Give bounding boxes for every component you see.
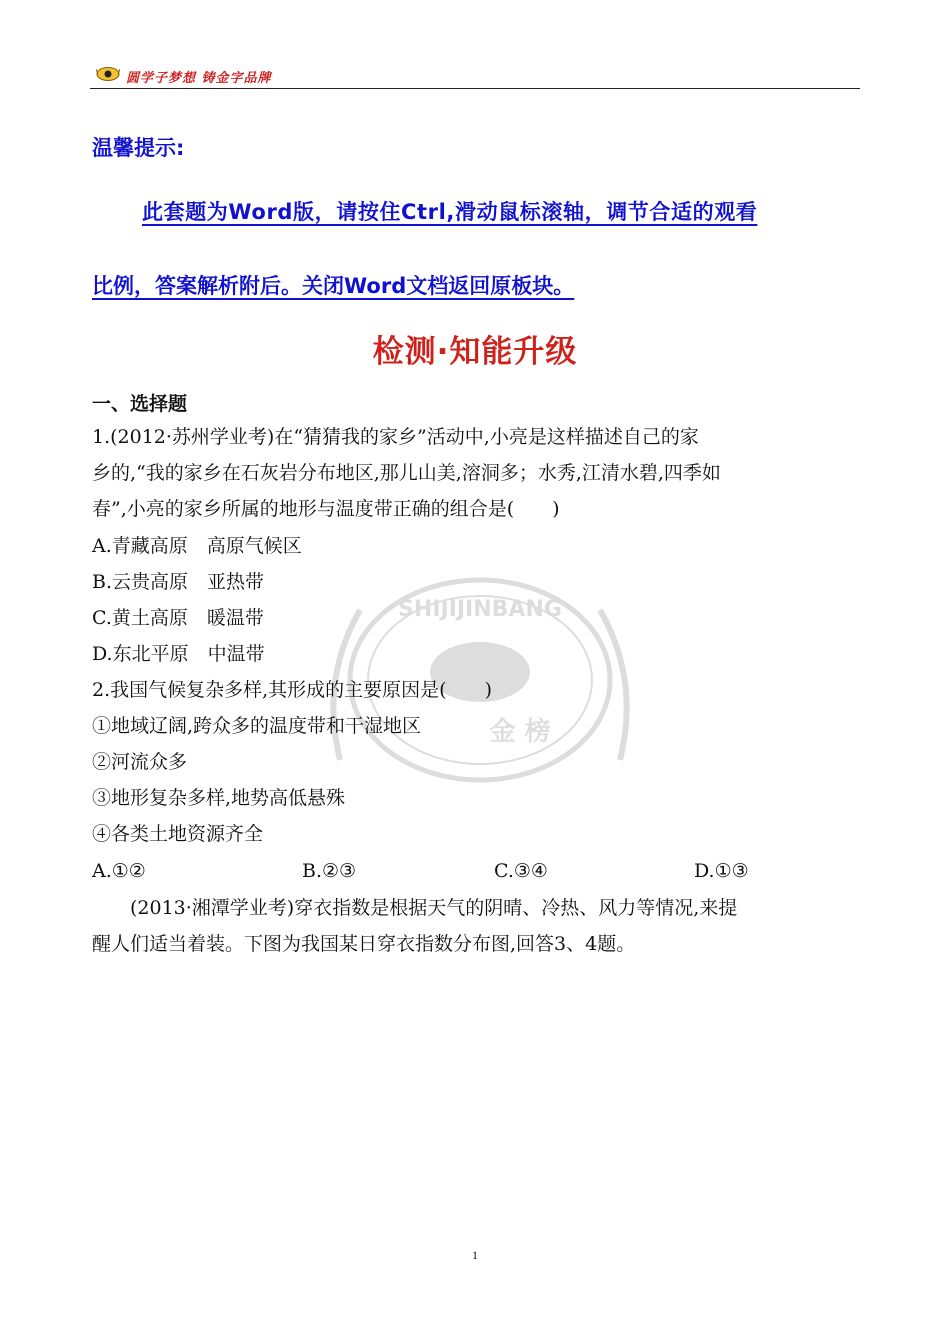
q1-option-c: C.黄土高原 暖温带 xyxy=(92,607,264,629)
q1-line-1: 1.(2012·苏州学业考)在“猜猜我的家乡”活动中,小亮是这样描述自己的家 xyxy=(92,426,699,448)
q2-item-4: ④各类土地资源齐全 xyxy=(92,823,264,845)
q1-option-b: B.云贵高原 亚热带 xyxy=(92,571,265,593)
q2-option-a: A.①② xyxy=(92,860,146,882)
logo-icon xyxy=(96,66,120,82)
page-header xyxy=(90,62,860,89)
passage-line-2: 醒人们适当着装。下图为我国某日穿衣指数分布图,回答3、4题。 xyxy=(92,933,636,955)
q1-option-d: D.东北平原 中温带 xyxy=(92,643,265,665)
section-title: 检测·知能升级 xyxy=(372,334,578,370)
q2-option-b: B.②③ xyxy=(302,860,357,882)
q2-option-c: C.③④ xyxy=(494,860,548,882)
watermark-cn: 金 榜 xyxy=(489,717,551,747)
q1-line-3: 春”,小亮的家乡所属的地形与温度带正确的组合是( ) xyxy=(92,498,560,520)
passage-line-1: (2013·湘潭学业考)穿衣指数是根据天气的阴晴、冷热、风力等情况,来提 xyxy=(130,897,738,919)
header-slogan: 圆学子梦想 铸金字品牌 xyxy=(126,71,272,86)
tip-link-line-1[interactable]: 此套题为Word版，请按住Ctrl,滑动鼠标滚轴，调节合适的观看 xyxy=(142,200,758,224)
tip-link-line-2[interactable]: 比例，答案解析附后。关闭Word文档返回原板块。 xyxy=(92,274,575,298)
tip-title: 温馨提示: xyxy=(92,136,185,160)
q1-line-2: 乡的,“我的家乡在石灰岩分布地区,那儿山美,溶洞多；水秀,江清水碧,四季如 xyxy=(92,462,721,484)
q2-option-d: D.①③ xyxy=(694,860,749,882)
page-number: 1 xyxy=(472,1248,478,1262)
part-title: 一、选择题 xyxy=(92,393,188,415)
q2-stem: 2.我国气候复杂多样,其形成的主要原因是( ) xyxy=(92,679,492,701)
q2-item-3: ③地形复杂多样,地势高低悬殊 xyxy=(92,787,346,809)
q2-item-1: ①地域辽阔,跨众多的温度带和干湿地区 xyxy=(92,715,422,737)
q1-option-a: A.青藏高原 高原气候区 xyxy=(92,535,302,557)
watermark-text: SHIJIJINBANG xyxy=(398,597,562,622)
q2-item-2: ②河流众多 xyxy=(92,751,188,773)
